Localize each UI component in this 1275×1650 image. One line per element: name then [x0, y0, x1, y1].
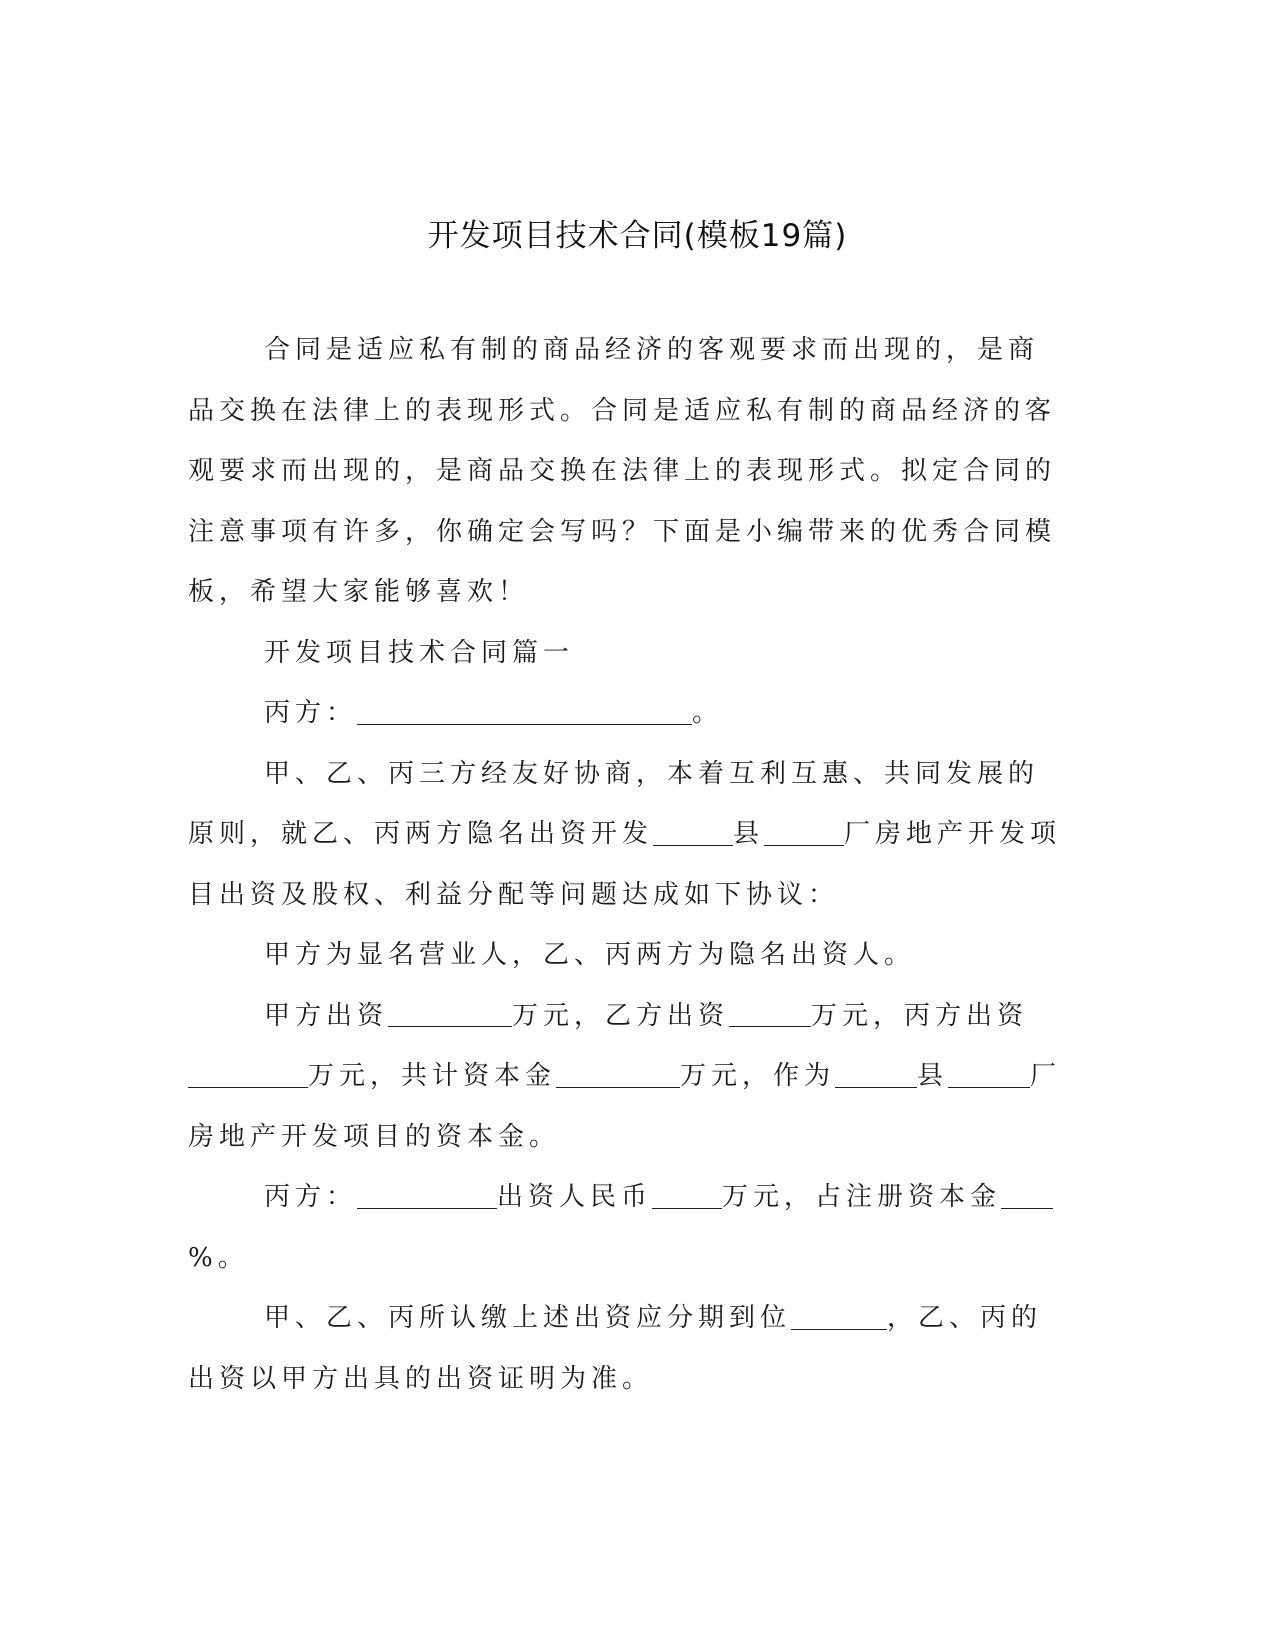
investment-text-4: %。 [188, 1242, 249, 1273]
party-b-amount-blank [729, 1000, 811, 1027]
document-body [188, 320, 1068, 1409]
capital-text-7: 厂房地产开发项目的资本金。 [188, 1061, 1062, 1152]
agreement-paragraph [188, 744, 1068, 926]
roles-paragraph: 甲方为显名营业人，乙、丙两方为隐名出资人。 [264, 940, 916, 970]
investment-text-3: 万元，占注册资本金 [722, 1182, 1002, 1212]
investment-text-2: 出资人民币 [497, 1182, 653, 1212]
party-a-amount-blank [388, 1000, 512, 1027]
party-c-label: 丙方： [264, 698, 358, 728]
factory-blank-2 [948, 1061, 1030, 1088]
capital-text-6: 县 [917, 1061, 949, 1091]
capital-text-2: 万元，乙方出资 [512, 1000, 730, 1031]
payment-text-1: 甲、乙、丙所认缴上述出资应分期到位 [264, 1303, 792, 1333]
payment-schedule-blank [791, 1303, 887, 1330]
capital-text-1: 甲方出资 [264, 1000, 389, 1031]
payment-schedule-paragraph [188, 1288, 1068, 1409]
party-c-line [188, 683, 1068, 744]
party-c-blank [357, 698, 692, 725]
intro-paragraph: 合同是适应私有制的商品经济的客观要求而出现的，是商品交换在法律上的表现形式。合同是适应私有制的商品经济的客观要求而出现的，是商品交换在法律上的表现形式。拟定合同的注意事项有许多，你确定会写吗？下面是小编带来的优秀合同模板，希望大家能够喜欢！ [188, 335, 1057, 607]
factory-blank [764, 819, 844, 846]
capital-text-5: 万元，作为 [680, 1061, 836, 1091]
capital-text-4: 万元，共计资本金 [308, 1061, 557, 1091]
investment-text-1: 丙方： [264, 1182, 358, 1212]
document-title: 开发项目技术合同(模板19篇) [427, 218, 848, 254]
payment-text-2: ，乙、丙的出资以甲方出具的出资证明为准。 [188, 1303, 1043, 1394]
capital-paragraph [188, 986, 1068, 1168]
section-heading: 开发项目技术合同篇一 [264, 637, 575, 668]
party-c-amount-blank [188, 1061, 308, 1088]
capital-text-3: 万元，丙方出资 [811, 1000, 1029, 1031]
county-blank-2 [835, 1061, 917, 1088]
total-capital-blank [556, 1061, 680, 1088]
agreement-text-1: 甲、乙、丙三方经友好协商，本着互利互惠、共同发展的原则，就乙、丙两方隐名出资开发 [188, 758, 1040, 849]
percent-blank [1001, 1182, 1053, 1209]
county-blank [653, 819, 733, 846]
investment-amount-blank [652, 1182, 722, 1209]
party-c-end: 。 [692, 698, 724, 728]
party-c-investment-paragraph [188, 1167, 1068, 1288]
agreement-text-3: 厂房地产开发项目出资及股权、利益分配等问题达成如下协议： [188, 819, 1062, 910]
investor-name-blank [357, 1182, 497, 1209]
agreement-text-2: 县 [733, 819, 765, 849]
